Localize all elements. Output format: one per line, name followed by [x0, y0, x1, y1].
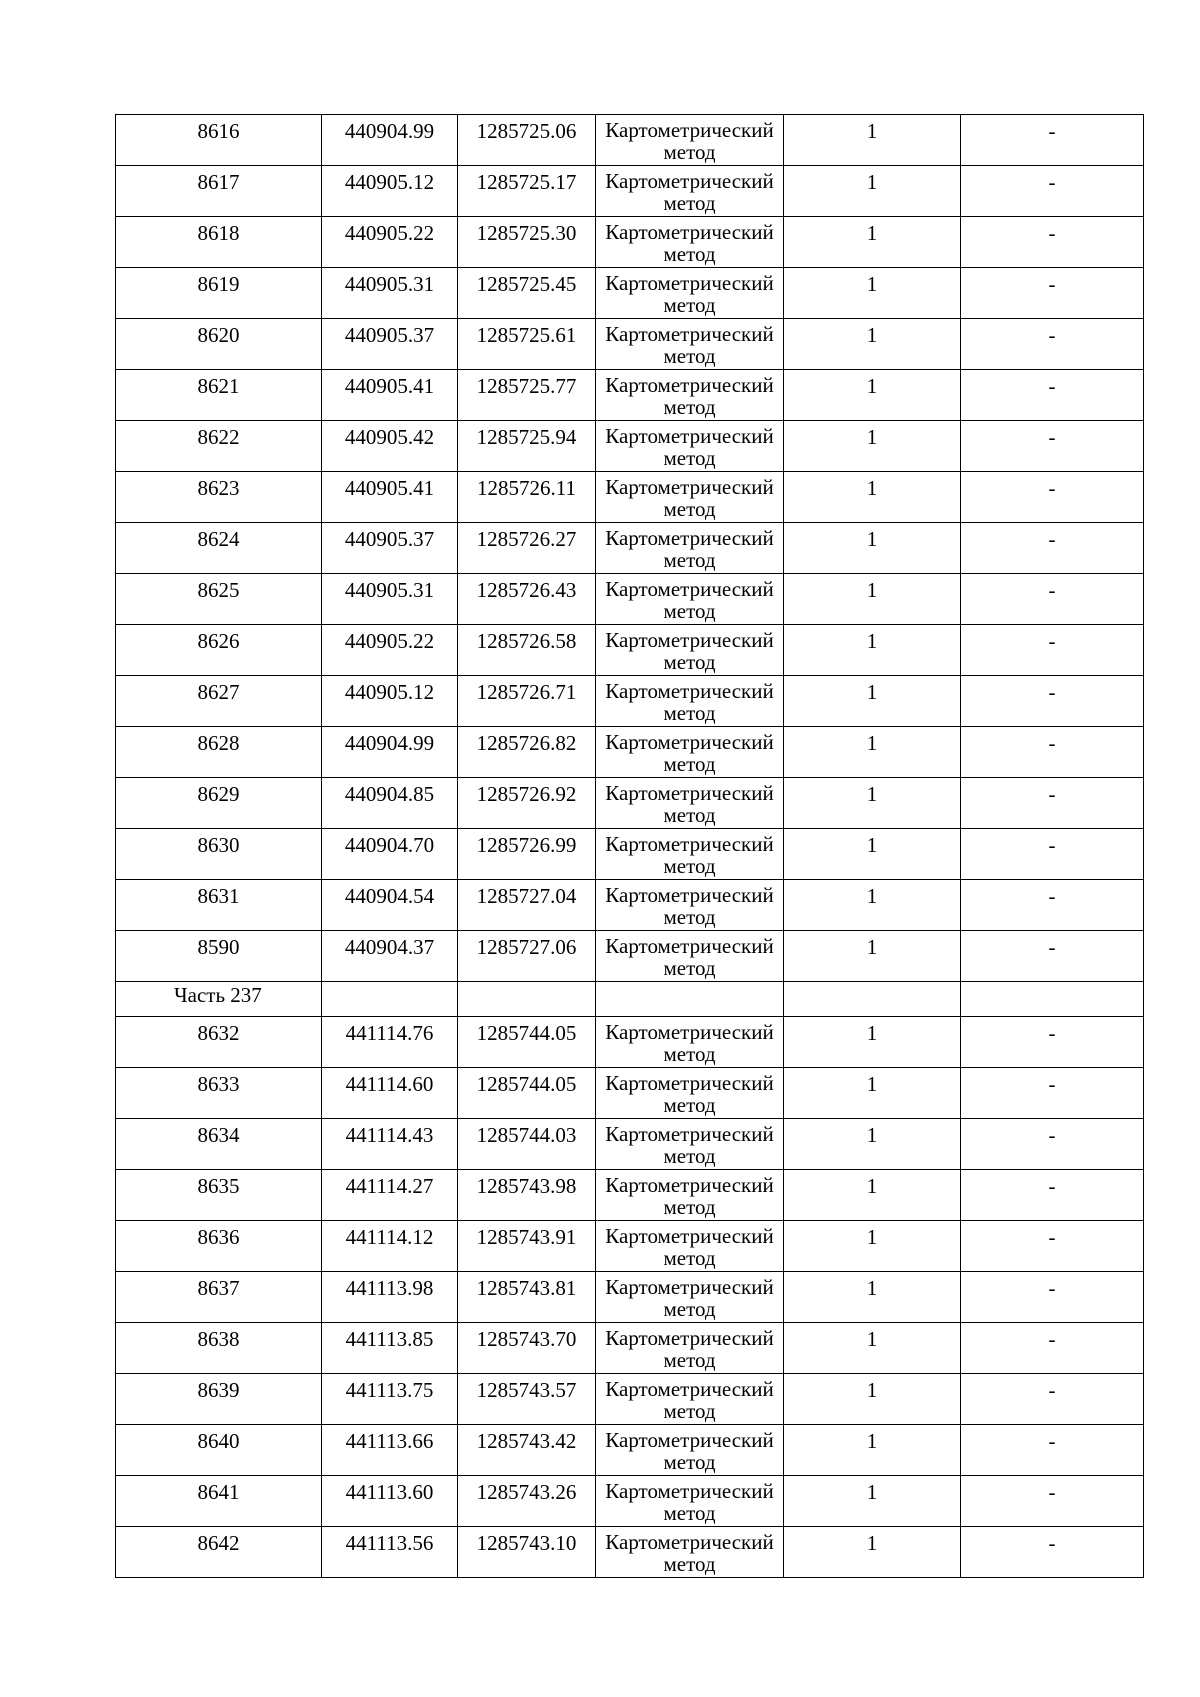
method-cell: Картометрический метод	[596, 1119, 784, 1170]
accuracy-cell: 1	[784, 778, 961, 829]
note-cell: -	[961, 880, 1144, 931]
point-id-cell: 8616	[116, 115, 322, 166]
table-row	[116, 829, 1144, 880]
y-coordinate-cell: 1285727.06	[458, 931, 596, 982]
table-row	[116, 472, 1144, 523]
point-id-cell: 8620	[116, 319, 322, 370]
note-cell: -	[961, 1272, 1144, 1323]
method-cell: Картометрический метод	[596, 931, 784, 982]
method-cell: Картометрический метод	[596, 1527, 784, 1578]
x-coordinate-cell: 440904.99	[322, 727, 458, 778]
point-id-cell: 8627	[116, 676, 322, 727]
note-cell: -	[961, 931, 1144, 982]
accuracy-cell: 1	[784, 574, 961, 625]
accuracy-cell: 1	[784, 319, 961, 370]
accuracy-cell: 1	[784, 472, 961, 523]
x-coordinate-cell: 440905.37	[322, 319, 458, 370]
note-cell: -	[961, 1068, 1144, 1119]
method-cell: Картометрический метод	[596, 217, 784, 268]
table-row	[116, 523, 1144, 574]
x-coordinate-cell: 440905.12	[322, 166, 458, 217]
method-cell: Картометрический метод	[596, 370, 784, 421]
accuracy-cell: 1	[784, 166, 961, 217]
note-cell: -	[961, 421, 1144, 472]
method-cell: Картометрический метод	[596, 1374, 784, 1425]
part-header-row	[116, 982, 1144, 1017]
y-coordinate-cell: 1285743.57	[458, 1374, 596, 1425]
table-row	[116, 1425, 1144, 1476]
table-row	[116, 1476, 1144, 1527]
method-cell: Картометрический метод	[596, 880, 784, 931]
method-cell: Картометрический метод	[596, 319, 784, 370]
method-cell: Картометрический метод	[596, 574, 784, 625]
accuracy-cell: 1	[784, 625, 961, 676]
note-cell: -	[961, 523, 1144, 574]
point-id-cell: 8622	[116, 421, 322, 472]
table-row	[116, 625, 1144, 676]
y-coordinate-cell: 1285743.81	[458, 1272, 596, 1323]
point-id-cell: 8634	[116, 1119, 322, 1170]
y-coordinate-cell: 1285744.05	[458, 1017, 596, 1068]
y-coordinate-cell: 1285726.71	[458, 676, 596, 727]
table-row	[116, 1119, 1144, 1170]
point-id-cell: 8617	[116, 166, 322, 217]
method-cell: Картометрический метод	[596, 523, 784, 574]
y-coordinate-cell: 1285726.58	[458, 625, 596, 676]
table-row	[116, 1221, 1144, 1272]
note-cell: -	[961, 268, 1144, 319]
y-coordinate-cell: 1285726.82	[458, 727, 596, 778]
note-cell: -	[961, 1323, 1144, 1374]
y-coordinate-cell: 1285727.04	[458, 880, 596, 931]
point-id-cell: 8632	[116, 1017, 322, 1068]
point-id-cell: 8640	[116, 1425, 322, 1476]
table-row	[116, 676, 1144, 727]
point-id-cell: 8630	[116, 829, 322, 880]
point-id-cell: 8624	[116, 523, 322, 574]
accuracy-cell: 1	[784, 829, 961, 880]
y-coordinate-cell: 1285726.11	[458, 472, 596, 523]
x-coordinate-cell: 441113.66	[322, 1425, 458, 1476]
x-coordinate-cell: 441114.60	[322, 1068, 458, 1119]
note-cell: -	[961, 115, 1144, 166]
method-cell: Картометрический метод	[596, 727, 784, 778]
y-coordinate-cell: 1285725.30	[458, 217, 596, 268]
note-cell: -	[961, 676, 1144, 727]
point-id-cell: 8637	[116, 1272, 322, 1323]
point-id-cell: 8626	[116, 625, 322, 676]
accuracy-cell: 1	[784, 421, 961, 472]
table-row	[116, 1272, 1144, 1323]
note-cell: -	[961, 1476, 1144, 1527]
accuracy-cell: 1	[784, 1017, 961, 1068]
point-id-cell: 8590	[116, 931, 322, 982]
accuracy-cell: 1	[784, 217, 961, 268]
table-row	[116, 931, 1144, 982]
method-cell: Картометрический метод	[596, 829, 784, 880]
accuracy-cell: 1	[784, 523, 961, 574]
note-cell: -	[961, 370, 1144, 421]
method-cell: Картометрический метод	[596, 778, 784, 829]
x-coordinate-cell: 441113.60	[322, 1476, 458, 1527]
table-row	[116, 421, 1144, 472]
empty-cell	[596, 982, 784, 1017]
method-cell: Картометрический метод	[596, 1017, 784, 1068]
method-cell: Картометрический метод	[596, 1221, 784, 1272]
y-coordinate-cell: 1285744.05	[458, 1068, 596, 1119]
empty-cell	[322, 982, 458, 1017]
y-coordinate-cell: 1285743.98	[458, 1170, 596, 1221]
empty-cell	[458, 982, 596, 1017]
x-coordinate-cell: 441113.98	[322, 1272, 458, 1323]
accuracy-cell: 1	[784, 1068, 961, 1119]
x-coordinate-cell: 440905.22	[322, 217, 458, 268]
point-id-cell: 8619	[116, 268, 322, 319]
x-coordinate-cell: 440905.31	[322, 574, 458, 625]
point-id-cell: 8628	[116, 727, 322, 778]
accuracy-cell: 1	[784, 1119, 961, 1170]
table-row	[116, 370, 1144, 421]
x-coordinate-cell: 440905.42	[322, 421, 458, 472]
y-coordinate-cell: 1285743.91	[458, 1221, 596, 1272]
y-coordinate-cell: 1285725.77	[458, 370, 596, 421]
note-cell: -	[961, 319, 1144, 370]
note-cell: -	[961, 166, 1144, 217]
table-row	[116, 880, 1144, 931]
x-coordinate-cell: 441114.12	[322, 1221, 458, 1272]
accuracy-cell: 1	[784, 1323, 961, 1374]
note-cell: -	[961, 1527, 1144, 1578]
point-id-cell: 8638	[116, 1323, 322, 1374]
x-coordinate-cell: 440905.41	[322, 370, 458, 421]
accuracy-cell: 1	[784, 676, 961, 727]
method-cell: Картометрический метод	[596, 1170, 784, 1221]
accuracy-cell: 1	[784, 1221, 961, 1272]
method-cell: Картометрический метод	[596, 421, 784, 472]
empty-cell	[961, 982, 1144, 1017]
table-row	[116, 1068, 1144, 1119]
method-cell: Картометрический метод	[596, 472, 784, 523]
x-coordinate-cell: 440905.22	[322, 625, 458, 676]
accuracy-cell: 1	[784, 1374, 961, 1425]
x-coordinate-cell: 440905.31	[322, 268, 458, 319]
point-id-cell: 8642	[116, 1527, 322, 1578]
method-cell: Картометрический метод	[596, 625, 784, 676]
y-coordinate-cell: 1285725.61	[458, 319, 596, 370]
method-cell: Картометрический метод	[596, 268, 784, 319]
table-row	[116, 1374, 1144, 1425]
accuracy-cell: 1	[784, 727, 961, 778]
table-row	[116, 1017, 1144, 1068]
accuracy-cell: 1	[784, 1272, 961, 1323]
point-id-cell: 8631	[116, 880, 322, 931]
table-row	[116, 268, 1144, 319]
x-coordinate-cell: 441114.76	[322, 1017, 458, 1068]
x-coordinate-cell: 441113.75	[322, 1374, 458, 1425]
y-coordinate-cell: 1285726.92	[458, 778, 596, 829]
x-coordinate-cell: 440904.54	[322, 880, 458, 931]
x-coordinate-cell: 441113.56	[322, 1527, 458, 1578]
table-row	[116, 1527, 1144, 1578]
coordinates-table-body	[116, 115, 1144, 1578]
point-id-cell: 8623	[116, 472, 322, 523]
table-row	[116, 1170, 1144, 1221]
x-coordinate-cell: 440905.41	[322, 472, 458, 523]
table-row	[116, 574, 1144, 625]
accuracy-cell: 1	[784, 1170, 961, 1221]
note-cell: -	[961, 1221, 1144, 1272]
x-coordinate-cell: 440904.70	[322, 829, 458, 880]
table-row	[116, 1323, 1144, 1374]
note-cell: -	[961, 574, 1144, 625]
point-id-cell: 8629	[116, 778, 322, 829]
accuracy-cell: 1	[784, 1425, 961, 1476]
y-coordinate-cell: 1285725.06	[458, 115, 596, 166]
point-id-cell: 8633	[116, 1068, 322, 1119]
y-coordinate-cell: 1285725.94	[458, 421, 596, 472]
note-cell: -	[961, 778, 1144, 829]
note-cell: -	[961, 217, 1144, 268]
y-coordinate-cell: 1285725.17	[458, 166, 596, 217]
note-cell: -	[961, 1374, 1144, 1425]
point-id-cell: 8636	[116, 1221, 322, 1272]
table-row	[116, 217, 1144, 268]
note-cell: -	[961, 625, 1144, 676]
y-coordinate-cell: 1285743.42	[458, 1425, 596, 1476]
y-coordinate-cell: 1285726.27	[458, 523, 596, 574]
accuracy-cell: 1	[784, 880, 961, 931]
x-coordinate-cell: 440905.12	[322, 676, 458, 727]
note-cell: -	[961, 727, 1144, 778]
y-coordinate-cell: 1285743.10	[458, 1527, 596, 1578]
x-coordinate-cell: 440904.85	[322, 778, 458, 829]
point-id-cell: 8621	[116, 370, 322, 421]
method-cell: Картометрический метод	[596, 166, 784, 217]
y-coordinate-cell: 1285743.70	[458, 1323, 596, 1374]
part-label: Часть 237	[116, 982, 322, 1017]
y-coordinate-cell: 1285725.45	[458, 268, 596, 319]
table-row	[116, 115, 1144, 166]
note-cell: -	[961, 1119, 1144, 1170]
point-id-cell: 8625	[116, 574, 322, 625]
accuracy-cell: 1	[784, 931, 961, 982]
method-cell: Картометрический метод	[596, 676, 784, 727]
accuracy-cell: 1	[784, 1527, 961, 1578]
method-cell: Картометрический метод	[596, 115, 784, 166]
point-id-cell: 8641	[116, 1476, 322, 1527]
x-coordinate-cell: 441114.27	[322, 1170, 458, 1221]
y-coordinate-cell: 1285744.03	[458, 1119, 596, 1170]
point-id-cell: 8618	[116, 217, 322, 268]
table-row	[116, 319, 1144, 370]
point-id-cell: 8639	[116, 1374, 322, 1425]
table-row	[116, 778, 1144, 829]
note-cell: -	[961, 1017, 1144, 1068]
x-coordinate-cell: 441113.85	[322, 1323, 458, 1374]
coordinates-table	[115, 114, 1144, 1578]
accuracy-cell: 1	[784, 1476, 961, 1527]
method-cell: Картометрический метод	[596, 1068, 784, 1119]
y-coordinate-cell: 1285726.43	[458, 574, 596, 625]
note-cell: -	[961, 829, 1144, 880]
y-coordinate-cell: 1285726.99	[458, 829, 596, 880]
x-coordinate-cell: 440904.37	[322, 931, 458, 982]
note-cell: -	[961, 472, 1144, 523]
note-cell: -	[961, 1170, 1144, 1221]
accuracy-cell: 1	[784, 370, 961, 421]
accuracy-cell: 1	[784, 268, 961, 319]
x-coordinate-cell: 441114.43	[322, 1119, 458, 1170]
x-coordinate-cell: 440904.99	[322, 115, 458, 166]
accuracy-cell: 1	[784, 115, 961, 166]
table-row	[116, 166, 1144, 217]
method-cell: Картометрический метод	[596, 1425, 784, 1476]
method-cell: Картометрический метод	[596, 1323, 784, 1374]
point-id-cell: 8635	[116, 1170, 322, 1221]
empty-cell	[784, 982, 961, 1017]
note-cell: -	[961, 1425, 1144, 1476]
x-coordinate-cell: 440905.37	[322, 523, 458, 574]
table-row	[116, 727, 1144, 778]
method-cell: Картометрический метод	[596, 1476, 784, 1527]
y-coordinate-cell: 1285743.26	[458, 1476, 596, 1527]
method-cell: Картометрический метод	[596, 1272, 784, 1323]
